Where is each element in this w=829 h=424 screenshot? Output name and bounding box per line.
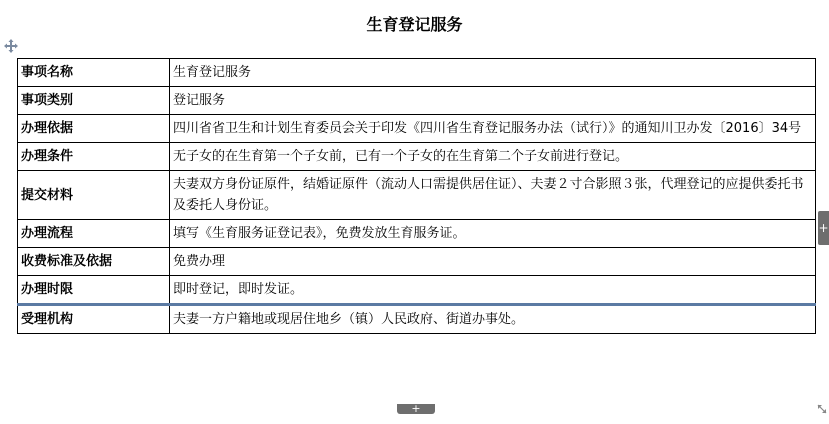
- row-label: 收费标准及依据: [18, 248, 170, 276]
- table-row: [18, 276, 816, 305]
- table-row: [18, 59, 816, 87]
- row-value: 登记服务: [170, 87, 816, 115]
- page-title: 生育登记服务: [366, 15, 463, 34]
- row-value: 四川省省卫生和计划生育委员会关于印发《四川省生育登记服务办法（试行）》的通知川卫办发〔2016〕34号: [170, 115, 816, 143]
- row-label: 办理流程: [18, 220, 170, 248]
- move-handle-icon[interactable]: [4, 39, 18, 53]
- table-row: [18, 305, 816, 334]
- row-value: 生育登记服务: [170, 59, 816, 87]
- row-label: 事项类别: [18, 87, 170, 115]
- table-row: [18, 248, 816, 276]
- row-value: 无子女的在生育第一个子女前，已有一个子女的在生育第二个子女前进行登记。: [170, 143, 816, 171]
- service-info-table: [17, 58, 816, 334]
- row-label: 办理时限: [18, 276, 170, 305]
- table-row: [18, 171, 816, 220]
- row-value: 夫妻一方户籍地或现居住地乡（镇）人民政府、街道办事处。: [170, 305, 816, 334]
- resize-handle-icon[interactable]: [817, 404, 827, 414]
- table-row: [18, 115, 816, 143]
- row-label: 受理机构: [18, 305, 170, 334]
- table-row: [18, 220, 816, 248]
- table-row: [18, 87, 816, 115]
- insert-column-button[interactable]: +: [818, 211, 829, 245]
- row-label: 办理依据: [18, 115, 170, 143]
- insert-row-button[interactable]: +: [397, 404, 435, 414]
- table-row: [18, 143, 816, 171]
- row-label: 办理条件: [18, 143, 170, 171]
- row-value: 免费办理: [170, 248, 816, 276]
- row-value: 即时登记，即时发证。: [170, 276, 816, 305]
- row-value: 夫妻双方身份证原件，结婚证原件（流动人口需提供居住证）、夫妻２寸合影照３张，代理登记的应提供委托书及委托人身份证。: [170, 171, 816, 220]
- row-value: 填写《生育服务证登记表》，免费发放生育服务证。: [170, 220, 816, 248]
- row-label: 事项名称: [18, 59, 170, 87]
- row-label: 提交材料: [18, 171, 170, 220]
